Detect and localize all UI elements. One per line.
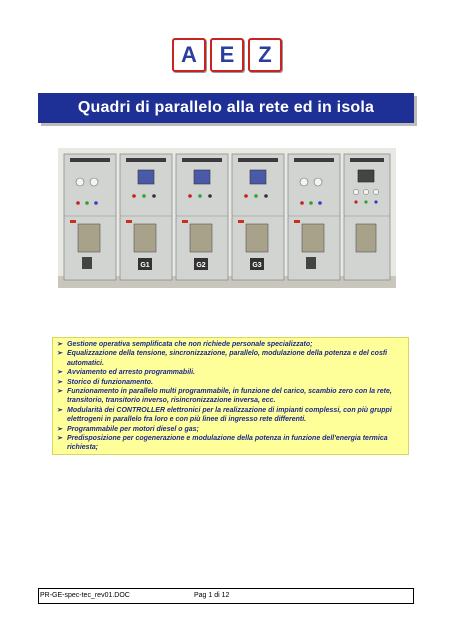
arrow-bullet-icon: ➢ — [57, 369, 63, 377]
arrow-bullet-icon: ➢ — [57, 406, 63, 414]
cabinet-3 — [176, 154, 228, 280]
arrow-bullet-icon: ➢ — [57, 350, 63, 358]
list-item: ➢ Equalizzazione della tensione, sincronizzazione, parallelo, modulazione della potenza e del cosfi automatici. — [57, 350, 388, 367]
arrow-bullet-icon: ➢ — [57, 388, 63, 396]
title-banner — [38, 93, 414, 123]
footer-divider — [413, 589, 414, 603]
footer-page-number: Pag 1 di 12 — [194, 592, 230, 599]
cabinet-5 — [288, 154, 340, 280]
list-item: ➢ Predisposizione per cogenerazione e modulazione della potenza in funzione dell'energia termica richiesta; — [57, 435, 388, 452]
list-item: ➢ Programmabile per motori diesel o gas; — [57, 425, 199, 433]
arrow-bullet-icon: ➢ — [57, 341, 63, 348]
logo-letter-a: A — [172, 38, 206, 72]
logo-letter-z: Z — [248, 38, 282, 72]
panel-label-g3: G3 — [252, 262, 262, 269]
list-item: ➢ Modularità dei CONTROLLER elettronici per la realizzazione di impianti complessi, con più gruppi elettrogeni in parallelo fra loro e con più linee di ingresso rete differenti. — [57, 406, 392, 424]
arrow-bullet-icon: ➢ — [57, 435, 63, 443]
cabinet-6 — [344, 154, 390, 280]
logo-letter-e: E — [210, 38, 244, 72]
panel-label-g2: G2 — [196, 262, 206, 269]
feature-list — [57, 340, 404, 453]
list-item: ➢ Funzionamento in parallelo multi programmabile, in funzione del carico, scambio zero con la rete, transitorio, transitorio inverso, risincronizzazione inversa, ecc. — [57, 388, 392, 405]
arrow-bullet-icon: ➢ — [57, 378, 63, 386]
page-title: Quadri di parallelo alla rete ed in isola — [77, 99, 375, 116]
cabinet-4 — [232, 154, 284, 280]
arrow-bullet-icon: ➢ — [57, 425, 63, 433]
panel-label-g1: G1 — [140, 262, 150, 269]
list-item: ➢ Gestione operativa semplificata che non richiede personale specializzato; — [57, 341, 313, 348]
footer-doc-name: PR-GE-spec-tec_rev01.DOC — [40, 592, 130, 599]
page-footer — [38, 588, 414, 604]
list-item: ➢ Avviamento ed arresto programmabili. — [57, 369, 195, 377]
features-box — [52, 337, 409, 455]
list-item: ➢ Storico di funzionamento. — [57, 378, 153, 386]
cabinet-1 — [64, 154, 116, 280]
aez-logo — [172, 38, 282, 72]
cabinet-2 — [120, 154, 172, 280]
footer-divider — [38, 589, 39, 603]
switchgear-photo — [58, 148, 396, 288]
